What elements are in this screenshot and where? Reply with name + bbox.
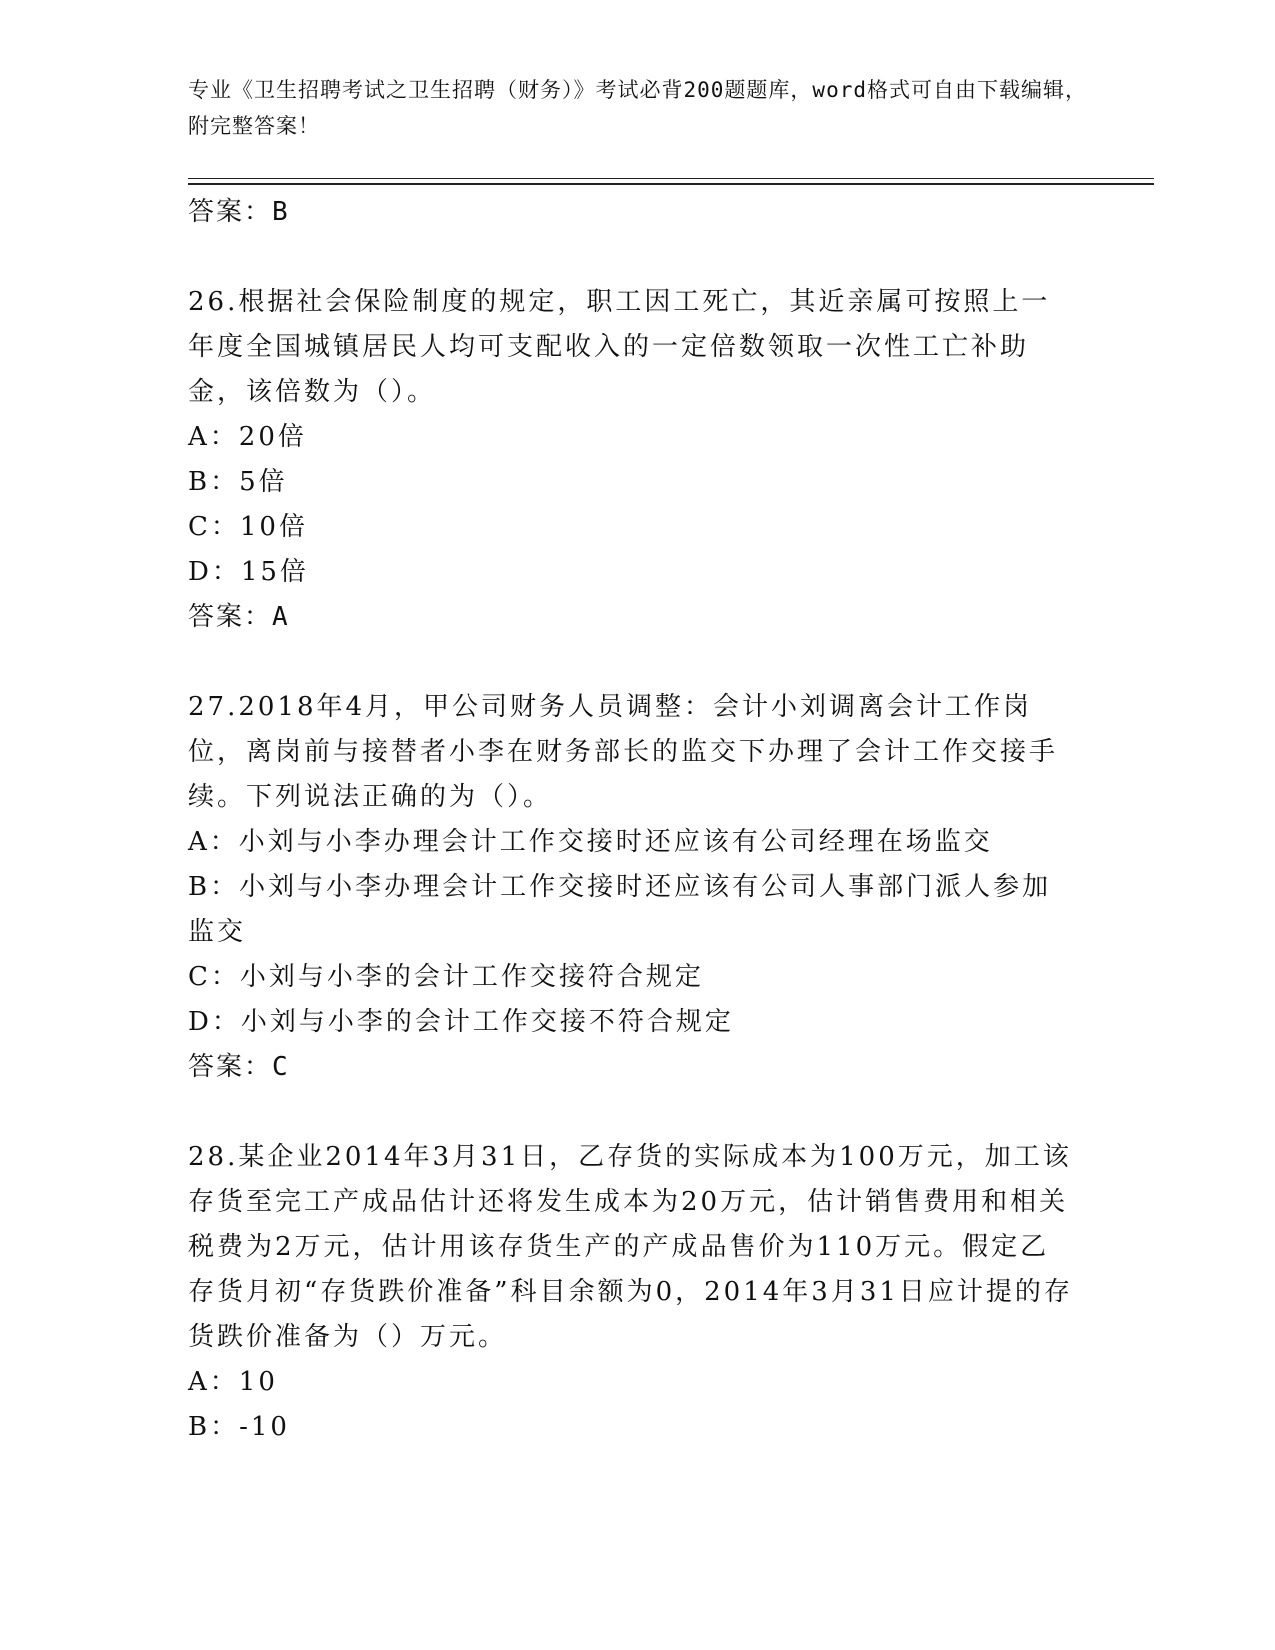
answer: 答案：C xyxy=(188,1052,290,1082)
option-a: A：20倍 xyxy=(188,422,307,452)
question-27 xyxy=(188,685,1078,1090)
previous-answer: 答案：B xyxy=(188,197,290,227)
answer: 答案：A xyxy=(188,602,290,632)
question-26 xyxy=(188,280,1078,640)
option-a: A：10 xyxy=(188,1367,278,1397)
question-text: 26.根据社会保险制度的规定，职工因工死亡，其近亲属可按照上一年度全国城镇居民人均可支配收入的一定倍数领取一次性工亡补助金，该倍数为（）。 xyxy=(188,287,1051,407)
question-text: 28.某企业2014年3月31日，乙存货的实际成本为100万元，加工该存货至完工产成品估计还将发生成本为20万元，估计销售费用和相关税费为2万元，估计用该存货生产的产成品售价为110万元。假定乙存货月初“存货跌价准备”科目余额为0，2014年3月31日应计提的存货跌价准备为（）万元。 xyxy=(188,1142,1073,1352)
option-d: D：15倍 xyxy=(188,557,309,587)
option-d: D：小刘与小李的会计工作交接不符合规定 xyxy=(188,1007,734,1037)
question-content xyxy=(188,190,1078,1450)
option-b: B：小刘与小李办理会计工作交接时还应该有公司人事部门派人参加监交 xyxy=(188,872,1052,947)
header-divider-thick xyxy=(188,183,1154,185)
document-header: 专业《卫生招聘考试之卫生招聘（财务）》考试必背200题题库，word格式可自由下载编辑，附完整答案！ xyxy=(188,78,1087,138)
question-text: 27.2018年4月，甲公司财务人员调整：会计小刘调离会计工作岗位，离岗前与接替者小李在财务部长的监交下办理了会计工作交接手续。下列说法正确的为（）。 xyxy=(188,692,1059,812)
question-28 xyxy=(188,1135,1078,1450)
option-a: A：小刘与小李办理会计工作交接时还应该有公司经理在场监交 xyxy=(188,827,993,857)
option-b: B：-10 xyxy=(188,1412,290,1442)
option-c: C：10倍 xyxy=(188,512,308,542)
option-c: C：小刘与小李的会计工作交接符合规定 xyxy=(188,962,704,992)
header-divider-thin xyxy=(188,178,1154,179)
option-b: B：5倍 xyxy=(188,467,288,497)
